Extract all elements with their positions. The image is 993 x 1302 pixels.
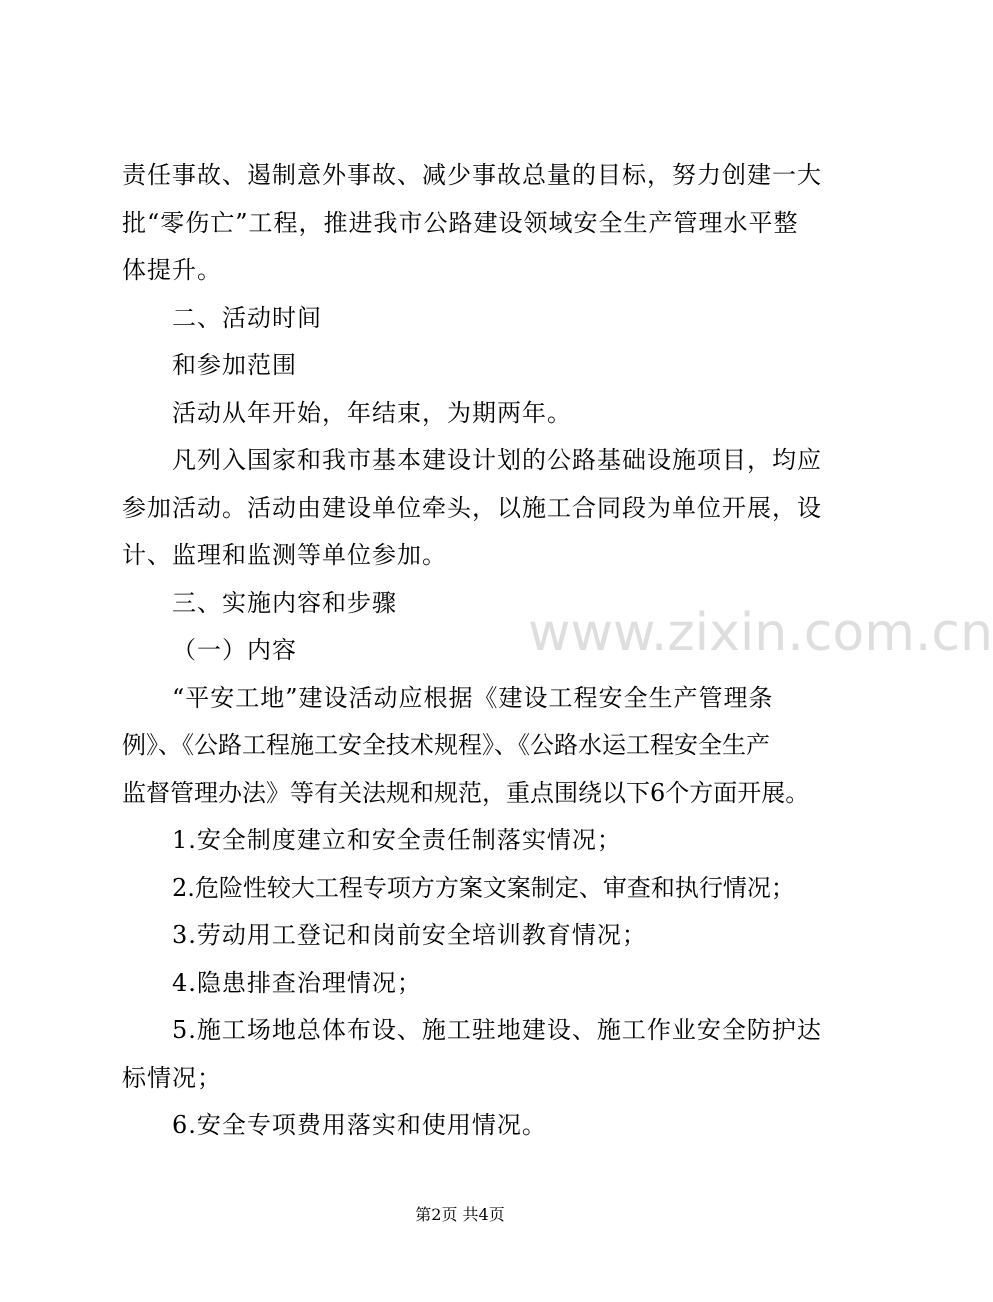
page-footer: 第2页 共4页: [415, 1205, 505, 1224]
text-line: 参加活动。活动由建设单位牵头，以施工合同段为单位开展，设: [122, 493, 822, 522]
list-item: 6.安全专项费用落实和使用情况。: [172, 1111, 547, 1139]
list-item-continued: 标情况；: [122, 1063, 222, 1092]
text-line: 活动从年开始，年结束，为期两年。: [172, 398, 572, 427]
list-item: 4.隐患排查治理情况；: [172, 968, 422, 997]
list-item: 1.安全制度建立和安全责任制落实情况；: [172, 826, 622, 854]
text-line: “平安工地”建设活动应根据《建设工程安全生产管理条: [172, 683, 774, 712]
text-line: 凡列入国家和我市基本建设计划的公路基础设施项目，均应: [172, 446, 822, 474]
numbered-list: [122, 817, 822, 1150]
text-line: 监督管理办法》等有关法规和规范，重点围绕以下6个方面开展。: [122, 778, 810, 807]
list-item: 5.施工场地总体布设、施工驻地建设、施工作业安全防护达: [172, 1016, 822, 1044]
paragraph-regulations: [122, 675, 812, 818]
section-heading-continued: 和参加范围: [172, 351, 297, 379]
section-heading: 三、实施内容和步骤: [172, 588, 397, 617]
paragraph-scope: [122, 437, 822, 580]
text-line: 责任事故、遏制意外事故、减少事故总量的目标，努力创建一大: [122, 161, 822, 189]
text-line: 批“零伤亡”工程，推进我市公路建设领域安全生产管理水平整: [122, 208, 799, 237]
subsection-heading: （一）内容: [172, 636, 297, 664]
text-line: 计、监理和监测等单位参加。: [122, 541, 447, 569]
list-item: 2.危险性较大工程专项方方案文案制定、审查和执行情况；: [172, 873, 795, 902]
paragraph-goal: [122, 152, 822, 295]
list-item: 3.劳动用工登记和岗前安全培训教育情况；: [172, 921, 647, 949]
text-line: 例》、《公路工程施工安全技术规程》、《公路水运工程安全生产: [122, 731, 770, 759]
section-heading: 二、活动时间: [172, 303, 322, 332]
paragraph-duration: [122, 390, 812, 438]
text-line: 体提升。: [122, 256, 222, 284]
section-heading-activity-time: [122, 295, 812, 390]
watermark: www.zixin.com.cn: [528, 603, 993, 663]
